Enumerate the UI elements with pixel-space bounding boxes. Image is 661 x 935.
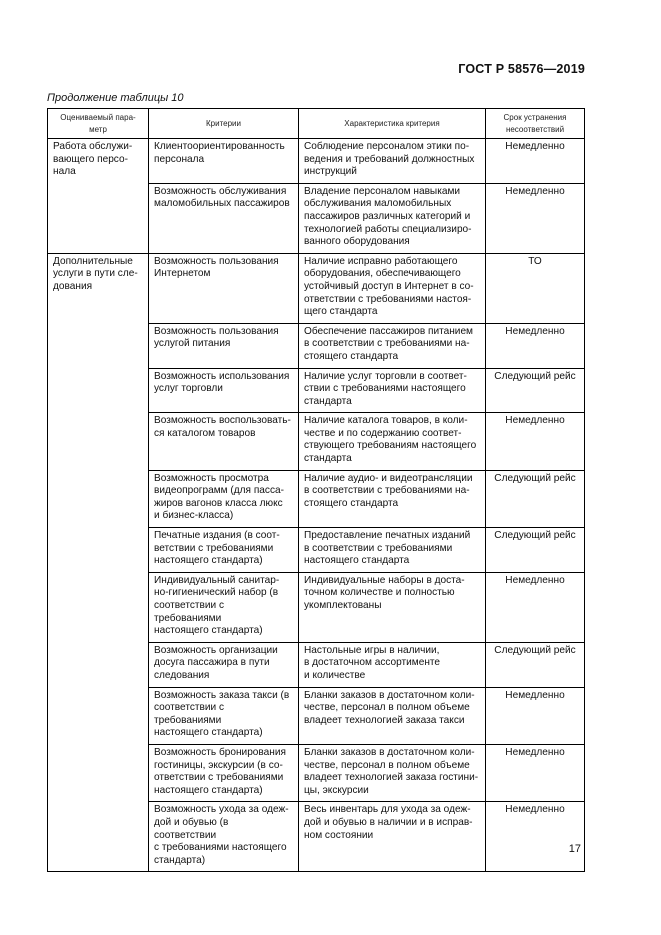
characteristic-cell: Бланки заказов в достаточном коли- честве, персонал в полном объеме владеет технологией заказа гостини- цы, экскурсии bbox=[299, 744, 486, 801]
deadline-cell: Следующий рейс bbox=[486, 470, 585, 527]
criterion-cell: Индивидуальный санитар- но-гигиенический набор (в соответствии с требованиями настоящего стандарта) bbox=[149, 572, 299, 642]
criterion-cell: Возможность бронирования гостиницы, экскурсии (в со- ответствии с требованиями настоящего стандарта) bbox=[149, 744, 299, 801]
table-caption: Продолжение таблицы 10 bbox=[47, 92, 184, 104]
criterion-cell: Возможность организации досуга пассажира в пути следования bbox=[149, 642, 299, 687]
deadline-cell: Немедленно bbox=[486, 572, 585, 642]
deadline-cell: Следующий рейс bbox=[486, 528, 585, 573]
column-header-criteria: Критерии bbox=[149, 109, 299, 139]
deadline-cell: Немедленно bbox=[486, 802, 585, 872]
characteristic-cell: Соблюдение персоналом этики по- ведения и требований должностных инструкций bbox=[299, 139, 486, 184]
criterion-cell: Возможность ухода за одеж- дой и обувью (в соответствии с требованиями настоящего стандарта) bbox=[149, 802, 299, 872]
standard-header: ГОСТ Р 58576—2019 bbox=[458, 62, 585, 76]
deadline-cell: Немедленно bbox=[486, 323, 585, 368]
characteristic-cell: Индивидуальные наборы в доста- точном количестве и полностью укомплектованы bbox=[299, 572, 486, 642]
deadline-cell: Немедленно bbox=[486, 413, 585, 470]
criterion-cell: Печатные издания (в соот- ветствии с требованиями настоящего стандарта) bbox=[149, 528, 299, 573]
deadline-cell: Немедленно bbox=[486, 139, 585, 184]
characteristic-cell: Наличие каталога товаров, в коли- честве и по содержанию соответ- ствующего требованиям настоящего стандарта bbox=[299, 413, 486, 470]
deadline-cell: Немедленно bbox=[486, 687, 585, 744]
table-row bbox=[48, 139, 585, 184]
deadline-cell: Следующий рейс bbox=[486, 368, 585, 413]
characteristic-cell: Предоставление печатных изданий в соответствии с требованиями настоящего стандарта bbox=[299, 528, 486, 573]
criterion-cell: Клиентоориентированность персонала bbox=[149, 139, 299, 184]
criterion-cell: Возможность использования услуг торговли bbox=[149, 368, 299, 413]
criterion-cell: Возможность просмотра видеопрограмм (для пасса- жиров вагонов класса люкс и бизнес-класса) bbox=[149, 470, 299, 527]
column-header-characteristic: Характеристика критерия bbox=[299, 109, 486, 139]
deadline-cell: Немедленно bbox=[486, 744, 585, 801]
characteristic-cell: Наличие исправно работающего оборудования, обеспечивающего устойчивый доступ в Интернет в со- ответствии с требованиями настоя- щего стандарта bbox=[299, 253, 486, 323]
criterion-cell: Возможность воспользовать- ся каталогом товаров bbox=[149, 413, 299, 470]
characteristic-cell: Владение персоналом навыками обслуживания маломобильных пассажиров различных категорий и технологией работы специализиро- ванного оборудования bbox=[299, 183, 486, 253]
column-header-deadline: Срок устранения несоответствий bbox=[486, 109, 585, 139]
characteristic-cell: Весь инвентарь для ухода за одеж- дой и обувью в наличии и в исправ- ном состоянии bbox=[299, 802, 486, 872]
criterion-cell: Возможность пользования услугой питания bbox=[149, 323, 299, 368]
criterion-cell: Возможность обслуживания маломобильных пассажиров bbox=[149, 183, 299, 253]
characteristic-cell: Наличие услуг торговли в соответ- ствии с требованиями настоящего стандарта bbox=[299, 368, 486, 413]
criterion-cell: Возможность заказа такси (в соответствии с требованиями настоящего стандарта) bbox=[149, 687, 299, 744]
deadline-cell: ТО bbox=[486, 253, 585, 323]
page-number: 17 bbox=[568, 843, 581, 855]
deadline-cell: Следующий рейс bbox=[486, 642, 585, 687]
column-header-parameter: Оцениваемый пара- метр bbox=[48, 109, 149, 139]
deadline-cell: Немедленно bbox=[486, 183, 585, 253]
table-header-row bbox=[48, 109, 585, 139]
characteristic-cell: Обеспечение пассажиров питанием в соответствии с требованиями на- стоящего стандарта bbox=[299, 323, 486, 368]
characteristic-cell: Настольные игры в наличии, в достаточном ассортименте и количестве bbox=[299, 642, 486, 687]
parameter-cell: Дополнительные услуги в пути сле- дования bbox=[48, 253, 149, 872]
criterion-cell: Возможность пользования Интернетом bbox=[149, 253, 299, 323]
characteristic-cell: Наличие аудио- и видеотрансляции в соответствии с требованиями на- стоящего стандарта bbox=[299, 470, 486, 527]
characteristic-cell: Бланки заказов в достаточном коли- честве, персонал в полном объеме владеет технологией заказа такси bbox=[299, 687, 486, 744]
parameter-cell: Работа обслужи- вающего персо- нала bbox=[48, 139, 149, 254]
table-row bbox=[48, 253, 585, 323]
criteria-table bbox=[47, 108, 585, 872]
